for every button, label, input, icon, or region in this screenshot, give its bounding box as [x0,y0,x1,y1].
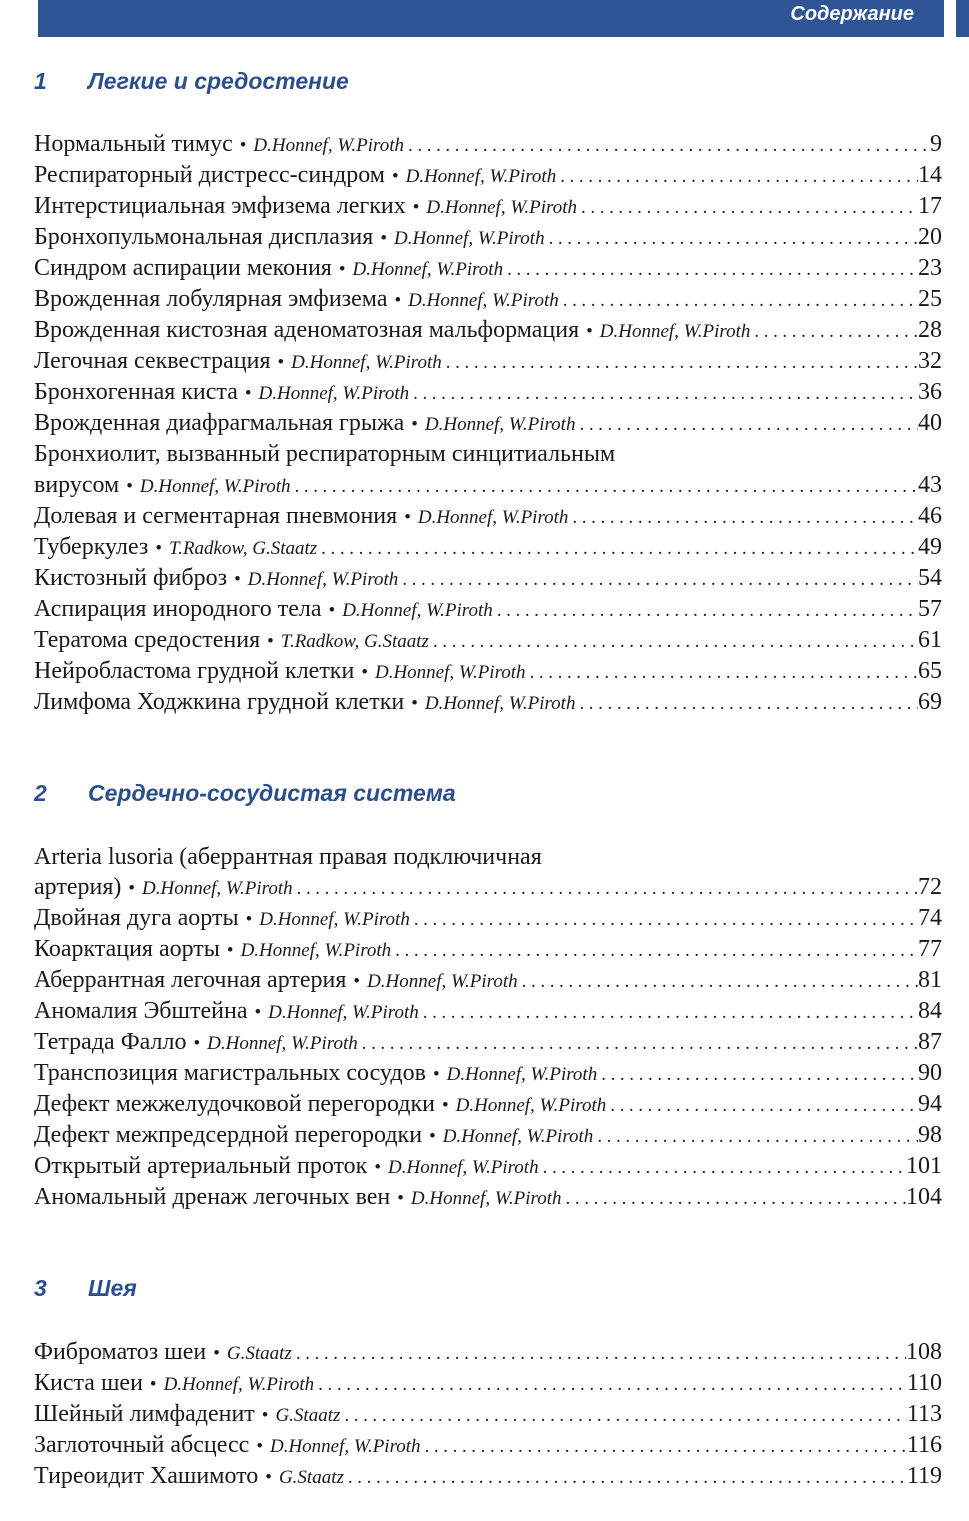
entry-page-number: 46 [918,503,942,529]
entry-authors: • D.Honnef, W.Piroth [354,657,525,688]
entry-page-number: 32 [918,348,942,374]
entry-page-number: 54 [918,565,942,591]
dot-leader [575,409,918,440]
header-edge-tab [956,0,969,37]
toc-entry[interactable] [34,160,942,191]
entry-title: Аспирация инородного тела [34,596,322,622]
entry-page-number: 61 [918,627,942,653]
entry-title: Врожденная лобулярная эмфизема [34,286,388,312]
entry-page-number: 108 [906,1339,942,1365]
entry-authors: • D.Honnef, W.Piroth [249,1431,420,1462]
chapter-number: 1 [34,68,47,94]
toc-entry[interactable] [34,903,942,934]
entry-page-number: 101 [906,1153,942,1179]
dot-leader [568,502,918,533]
entry-authors: • D.Honnef, W.Piroth [387,285,558,316]
dot-leader [545,223,918,254]
dot-leader [556,161,918,192]
chapter-heading [0,1275,969,1305]
chapter-title: Легкие и средостение [88,68,349,94]
dot-leader [518,966,918,997]
chapter-heading [0,780,969,810]
dot-leader [577,192,918,223]
toc-entry[interactable] [34,191,942,222]
entry-page-number: 81 [918,967,942,993]
toc-entry[interactable] [34,408,942,439]
entry-title-line1: Arteria lusoria (аберрантная правая подключичная [34,844,542,870]
entry-title: Синдром аспирации мекония [34,255,332,281]
entry-authors: • D.Honnef, W.Piroth [271,347,442,378]
entry-page-number: 20 [918,224,942,250]
entry-title: Врожденная диафрагмальная грыжа [34,410,405,436]
toc-entry[interactable] [34,625,942,656]
entry-authors: • D.Honnef, W.Piroth [220,935,391,966]
entry-title-line1: Бронхиолит, вызванный респираторным синцитиальным [34,441,616,467]
toc-entry[interactable] [34,346,942,377]
entry-page-number: 119 [906,1463,942,1489]
dot-leader [291,471,919,502]
dot-leader [575,688,918,719]
dot-leader [340,1400,907,1431]
chapter-heading [0,68,969,98]
toc-entry[interactable] [34,470,942,501]
entry-authors: • D.Honnef, W.Piroth [186,1028,357,1059]
running-header [38,0,944,37]
entry-title: Аномалия Эбштейна [34,998,248,1024]
dot-leader [358,1028,918,1059]
entry-title: Туберкулез [34,534,149,560]
entry-page-number: 9 [930,131,942,157]
toc-entry[interactable] [34,656,942,687]
entry-title: Аномальный дренаж легочных вен [34,1184,391,1210]
entry-authors: • D.Honnef, W.Piroth [435,1090,606,1121]
entry-page-number: 87 [918,1029,942,1055]
entry-authors: • D.Honnef, W.Piroth [373,223,544,254]
dot-leader [419,997,918,1028]
entry-authors: • G.Staatz [258,1462,344,1493]
toc-entry[interactable] [34,1151,942,1182]
dot-leader [442,347,918,378]
entry-page-number: 104 [906,1184,942,1210]
entry-title: Открытый артериальный проток [34,1153,368,1179]
dot-leader [409,378,918,409]
entry-title: Транспозиция магистральных сосудов [34,1060,426,1086]
entry-title: Двойная дуга аорты [34,905,239,931]
toc-entry[interactable] [34,872,942,903]
toc-entry[interactable] [34,284,942,315]
dot-leader [526,657,918,688]
toc-entry[interactable] [34,1461,942,1492]
dot-leader [398,564,918,595]
entry-page-number: 40 [918,410,942,436]
toc-entry[interactable] [34,594,942,625]
entry-authors: • T.Radkow, G.Staatz [148,533,317,564]
dot-leader [391,935,918,966]
chapter-number: 2 [34,780,47,806]
entry-page-number: 36 [918,379,942,405]
dot-leader [404,130,930,161]
entry-page-number: 69 [918,689,942,715]
entry-title: Нормальный тимус [34,131,233,157]
entry-authors: • D.Honnef, W.Piroth [239,904,410,935]
chapter-title: Шея [88,1275,137,1301]
entry-authors: • D.Honnef, W.Piroth [227,564,398,595]
entry-title: Тиреоидит Хашимото [34,1463,259,1489]
entry-authors: • D.Honnef, W.Piroth [119,471,290,502]
entry-authors: • D.Honnef, W.Piroth [346,966,517,997]
entry-page-number: 28 [918,317,942,343]
entry-title: Тератома средостения [34,627,261,653]
toc-entry[interactable] [34,532,942,563]
entry-authors: • G.Staatz [255,1400,341,1431]
toc-entry[interactable] [34,563,942,594]
toc-entry[interactable] [34,996,942,1027]
toc-entry[interactable] [34,377,942,408]
toc-entry[interactable] [34,965,942,996]
entry-page-number: 25 [918,286,942,312]
entry-page-number: 43 [918,472,942,498]
toc-entry[interactable] [34,501,942,532]
entry-title: Коарктация аорты [34,936,220,962]
entry-authors: • D.Honnef, W.Piroth [332,254,503,285]
entry-title: Тетрада Фалло [34,1029,187,1055]
entry-page-number: 14 [918,162,942,188]
toc-entry[interactable] [34,1182,942,1213]
toc-entry[interactable] [34,253,942,284]
toc-entry[interactable] [34,1368,942,1399]
entry-title: Бронхопульмональная дисплазия [34,224,374,250]
toc-entry[interactable] [34,222,942,253]
toc-entry[interactable] [34,1058,942,1089]
toc-entry[interactable] [34,1120,942,1151]
entry-page-number: 23 [918,255,942,281]
entry-authors: • D.Honnef, W.Piroth [121,873,292,904]
dot-leader [421,1431,907,1462]
entry-authors: • D.Honnef, W.Piroth [404,688,575,719]
entry-authors: • D.Honnef, W.Piroth [404,409,575,440]
dot-leader [292,1338,906,1369]
entry-title: вирусом [34,472,120,498]
dot-leader [539,1152,906,1183]
entry-authors: • D.Honnef, W.Piroth [322,595,493,626]
entry-title: Нейробластома грудной клетки [34,658,355,684]
dot-leader [559,285,918,316]
dot-leader [314,1369,907,1400]
entry-page-number: 65 [918,658,942,684]
entry-authors: • D.Honnef, W.Piroth [247,997,418,1028]
entry-page-number: 77 [918,936,942,962]
entry-authors: • D.Honnef, W.Piroth [143,1369,314,1400]
entry-page-number: 94 [918,1091,942,1117]
toc-entry[interactable] [34,129,942,160]
toc-entry[interactable] [34,1089,942,1120]
toc-entry[interactable] [34,687,942,718]
entry-title: Долевая и сегментарная пневмония [34,503,398,529]
entry-page-number: 113 [906,1401,942,1427]
entry-page-number: 116 [906,1432,942,1458]
chapter-title: Сердечно-сосудистая система [88,780,456,806]
entry-title: Заглоточный абсцесс [34,1432,250,1458]
entry-page-number: 74 [918,905,942,931]
entry-title: Киста шеи [34,1370,143,1396]
dot-leader [493,595,918,626]
entry-authors: • D.Honnef, W.Piroth [426,1059,597,1090]
entry-authors: • D.Honnef, W.Piroth [390,1183,561,1214]
entry-page-number: 84 [918,998,942,1024]
entry-title: Шейный лимфаденит [34,1401,255,1427]
entry-page-number: 90 [918,1060,942,1086]
dot-leader [293,873,918,904]
entry-page-number: 72 [918,874,942,900]
entry-page-number: 17 [918,193,942,219]
entry-title: Легочная секвестрация [34,348,271,374]
entry-title: Лимфома Ходжкина грудной клетки [34,689,405,715]
entry-title: Аберрантная легочная артерия [34,967,347,993]
dot-leader [593,1121,918,1152]
toc-entry[interactable] [34,315,942,346]
entry-page-number: 49 [918,534,942,560]
entry-page-number: 57 [918,596,942,622]
entry-authors: • D.Honnef, W.Piroth [579,316,750,347]
dot-leader [606,1090,918,1121]
entry-authors: • T.Radkow, G.Staatz [260,626,429,657]
dot-leader [750,316,918,347]
toc-entry[interactable] [34,1399,942,1430]
running-header-title: Содержание [790,3,914,25]
entry-authors: • D.Honnef, W.Piroth [385,161,556,192]
dot-leader [562,1183,906,1214]
entry-page-number: 110 [906,1370,942,1396]
dot-leader [429,626,918,657]
entry-page-number: 98 [918,1122,942,1148]
entry-authors: • D.Honnef, W.Piroth [238,378,409,409]
entry-authors: • G.Staatz [206,1338,292,1369]
entry-title: Дефект межпредсердной перегородки [34,1122,423,1148]
dot-leader [317,533,918,564]
toc-entry[interactable] [34,934,942,965]
entry-authors: • D.Honnef, W.Piroth [397,502,568,533]
entry-title: Бронхогенная киста [34,379,238,405]
dot-leader [503,254,918,285]
chapter-number: 3 [34,1275,47,1301]
entry-authors: • D.Honnef, W.Piroth [406,192,577,223]
entry-title: Врожденная кистозная аденоматозная мальформация [34,317,580,343]
entry-title: Кистозный фиброз [34,565,228,591]
toc-entry[interactable] [34,1337,942,1368]
entry-authors: • D.Honnef, W.Piroth [367,1152,538,1183]
toc-entry[interactable] [34,1430,942,1461]
entry-title: Дефект межжелудочковой перегородки [34,1091,435,1117]
dot-leader [597,1059,918,1090]
entry-title: Фиброматоз шеи [34,1339,207,1365]
entry-title: артерия) [34,874,122,900]
dot-leader [344,1462,907,1493]
toc-entry[interactable] [34,1027,942,1058]
dot-leader [410,904,918,935]
entry-authors: • D.Honnef, W.Piroth [422,1121,593,1152]
entry-title: Респираторный дистресс-синдром [34,162,385,188]
entry-title: Интерстициальная эмфизема легких [34,193,406,219]
entry-authors: • D.Honnef, W.Piroth [233,130,404,161]
